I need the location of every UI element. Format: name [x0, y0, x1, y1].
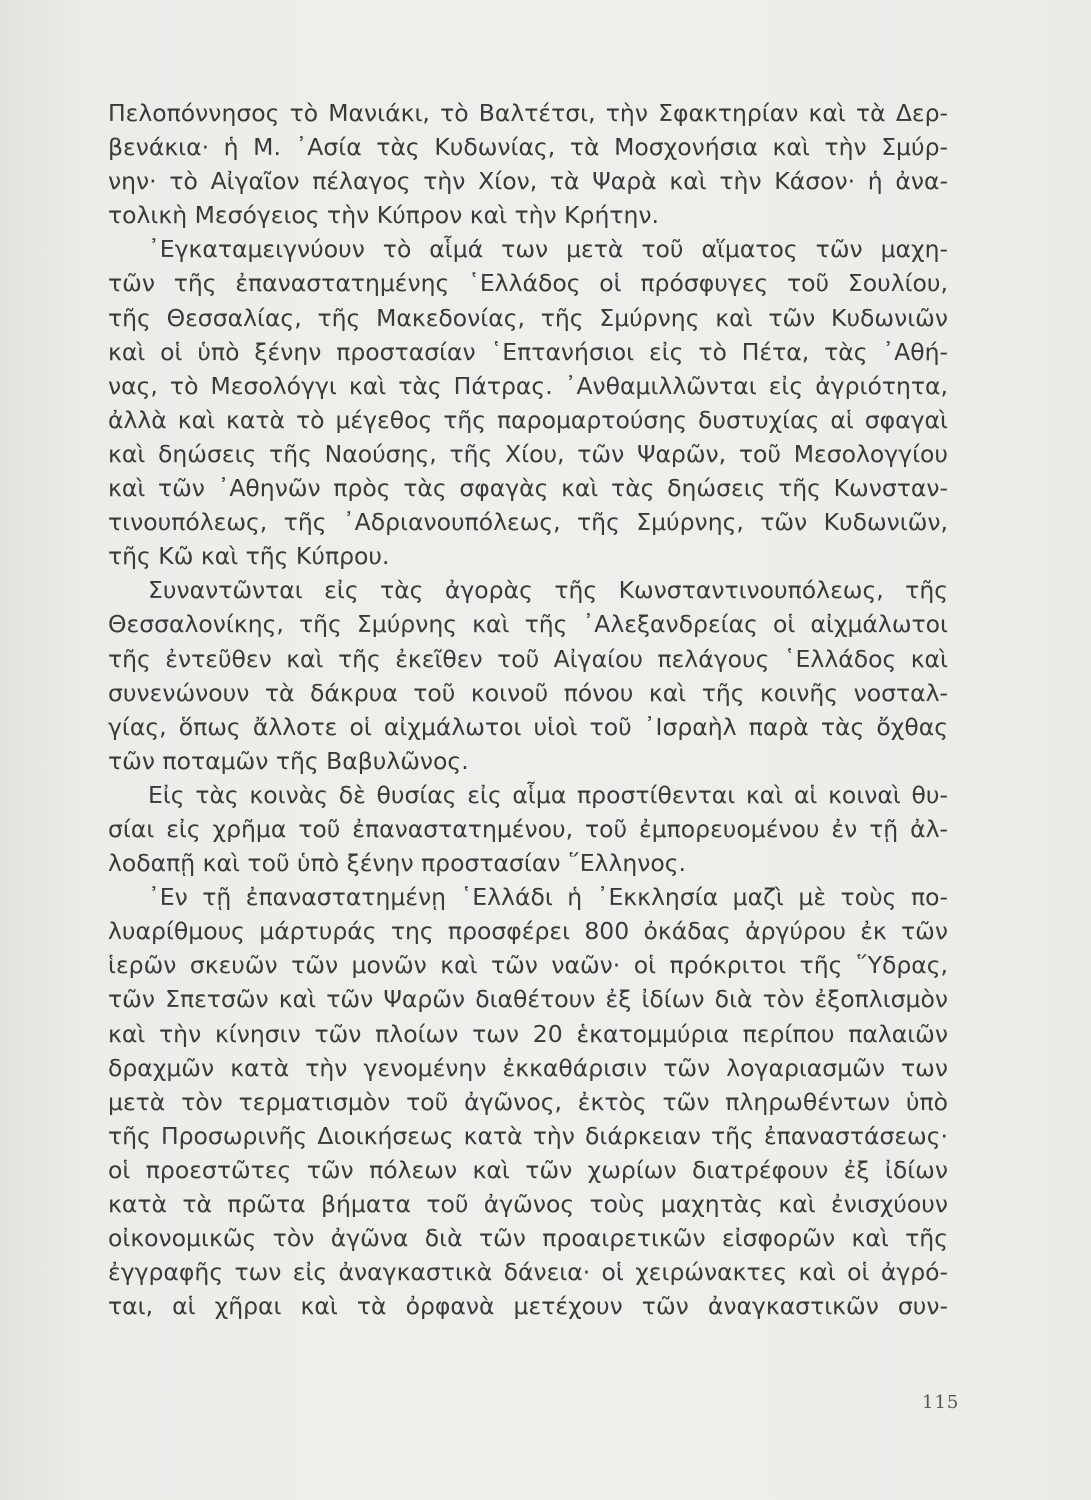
- text-line: τολικὴ Μεσόγειος τὴν Κύπρον καὶ τὴν Κρήτην.: [108, 201, 659, 230]
- text-line: οἱ προεστῶτες τῶν πόλεων καὶ τῶν χωρίων διατρέφουν ἐξ ἰδίων: [108, 1155, 948, 1184]
- text-line: μετὰ τὸν τερματισμὸν τοῦ ἀγῶνος, ἐκτὸς τῶν πληρωθέντων ὑπὸ: [108, 1087, 948, 1116]
- text-line: τῆς Θεσσαλίας, τῆς Μακεδονίας, τῆς Σμύρνης καὶ τῶν Κυδωνιῶν: [108, 303, 948, 332]
- text-line: Συναντῶνται εἰς τὰς ἀγορὰς τῆς Κωνσταντινουπόλεως, τῆς: [148, 576, 948, 605]
- text-line: τῆς Κῶ καὶ τῆς Κύπρου.: [108, 542, 390, 571]
- text-line: σίαι εἰς χρῆμα τοῦ ἐπαναστατημένου, τοῦ ἐμπορευομένου ἐν τῇ ἀλ-: [108, 814, 948, 843]
- text-line: λοδαπῇ καὶ τοῦ ὑπὸ ξένην προστασίαν ῞Ελληνος.: [108, 849, 687, 878]
- body-text: [108, 96, 948, 1323]
- text-line: νας, τὸ Μεσολόγγι καὶ τὰς Πάτρας. ᾿Ανθαμιλλῶνται εἰς ἀγριότητα,: [108, 371, 948, 400]
- text-line: νην· τὸ Αἰγαῖον πέλαγος τὴν Χίον, τὰ Ψαρὰ καὶ τὴν Κάσον· ἡ ἀνα-: [108, 167, 948, 196]
- text-line: Πελοπόννησος τὸ Μανιάκι, τὸ Βαλτέτσι, τὴν Σφακτηρίαν καὶ τὰ Δερ-: [108, 99, 948, 127]
- text-line: καὶ δηώσεις τῆς Ναούσης, τῆς Χίου, τῶν Ψαρῶν, τοῦ Μεσολογγίου: [108, 439, 948, 468]
- text-line: οἰκονομικῶς τὸν ἀγῶνα διὰ τῶν προαιρετικῶν εἰσφορῶν καὶ τῆς: [108, 1224, 948, 1253]
- text-line: γίας, ὅπως ἄλλοτε οἱ αἰχμάλωτοι υἱοὶ τοῦ ᾿Ισραὴλ παρὰ τὰς ὄχθας: [108, 712, 948, 741]
- text-line: κατὰ τὰ πρῶτα βήματα τοῦ ἀγῶνος τοὺς μαχητὰς καὶ ἐνισχύουν: [108, 1190, 948, 1218]
- text-line: τῆς ἐντεῦθεν καὶ τῆς ἐκεῖθεν τοῦ Αἰγαίου πελάγους ῾Ελλάδος καὶ: [108, 644, 948, 673]
- page-number: 115: [922, 1392, 960, 1413]
- text-line: βενάκια· ἡ Μ. ᾿Ασία τὰς Κυδωνίας, τὰ Μοσχονήσια καὶ τὴν Σμύρ-: [108, 133, 948, 162]
- text-line: τῆς Προσωρινῆς Διοικήσεως κατὰ τὴν διάρκειαν τῆς ἐπαναστάσεως·: [108, 1121, 948, 1150]
- text-line: Εἰς τὰς κοινὰς δὲ θυσίας εἰς αἷμα προστίθενται καὶ αἱ κοιναὶ θυ-: [148, 780, 948, 809]
- text-line: ᾿Εν τῇ ἐπαναστατημένῃ ῾Ελλάδι ἡ ᾿Εκκλησία μαζὶ μὲ τοὺς πο-: [148, 883, 948, 912]
- text-line: δραχμῶν κατὰ τὴν γενομένην ἐκκαθάρισιν τῶν λογαριασμῶν των: [108, 1053, 948, 1082]
- text-line: ται, αἱ χῆραι καὶ τὰ ὀρφανὰ μετέχουν τῶν ἀναγκαστικῶν συν-: [108, 1292, 948, 1321]
- text-line: ἀλλὰ καὶ κατὰ τὸ μέγεθος τῆς παρομαρτούσης δυστυχίας αἱ σφαγαὶ: [108, 405, 948, 434]
- text-line: καὶ τῶν ᾿Αθηνῶν πρὸς τὰς σφαγὰς καὶ τὰς δηώσεις τῆς Κωνσταν-: [108, 474, 948, 503]
- text-line: καὶ οἱ ὑπὸ ξένην προστασίαν ῾Επτανήσιοι εἰς τὸ Πέτα, τὰς ᾿Αθή-: [108, 337, 948, 366]
- text-line: ᾿Εγκαταμειγνύουν τὸ αἷμά των μετὰ τοῦ αἵματος τῶν μαχη-: [148, 235, 948, 264]
- text-line: τινουπόλεως, τῆς ᾿Αδριανουπόλεως, τῆς Σμύρνης, τῶν Κυδωνιῶν,: [108, 508, 948, 537]
- text-line: καὶ τὴν κίνησιν τῶν πλοίων των 20 ἑκατομμύρια περίπου παλαιῶν: [108, 1019, 948, 1048]
- text-line: τῶν Σπετσῶν καὶ τῶν Ψαρῶν διαθέτουν ἐξ ἰδίων διὰ τὸν ἐξοπλισμὸν: [108, 985, 948, 1014]
- text-line: λυαρίθμους μάρτυράς της προσφέρει 800 ὀκάδας ἀργύρου ἐκ τῶν: [108, 917, 948, 946]
- text-line: Θεσσαλονίκης, τῆς Σμύρνης καὶ τῆς ᾿Αλεξανδρείας οἱ αἰχμάλωτοι: [108, 610, 948, 639]
- text-line: τῶν τῆς ἐπαναστατημένης ῾Ελλάδος οἱ πρόσφυγες τοῦ Σουλίου,: [108, 269, 948, 298]
- text-line: ἱερῶν σκευῶν τῶν μονῶν καὶ τῶν ναῶν· οἱ πρόκριτοι τῆς ῞Υδρας,: [108, 951, 948, 980]
- text-line: συνενώνουν τὰ δάκρυα τοῦ κοινοῦ πόνου καὶ τῆς κοινῆς νοσταλ-: [108, 678, 948, 707]
- text-line: ἐγγραφῆς των εἰς ἀναγκαστικὰ δάνεια· οἱ χειρώνακτες καὶ οἱ ἀγρό-: [108, 1258, 948, 1287]
- text-line: τῶν ποταμῶν τῆς Βαβυλῶνος.: [108, 746, 469, 775]
